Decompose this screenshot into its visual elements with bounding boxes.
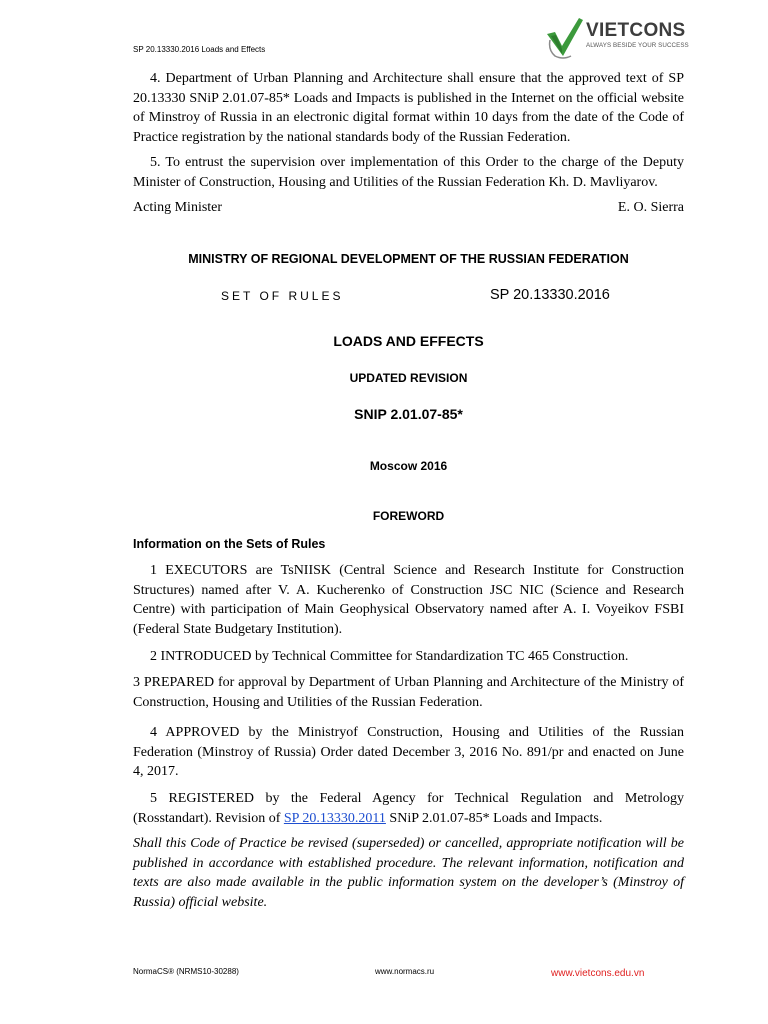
city-year: Moscow 2016 [369, 459, 448, 473]
sp-2011-link[interactable]: SP 20.13330.2011 [283, 810, 386, 826]
foreword-item-3: 3 PREPARED for approval by Department of Urban Planning and Architecture of the Ministry of Construction, Housing and Utilities of the Russian Federation. [133, 675, 684, 710]
foreword-item-2: 2 INTRODUCED by Technical Committee for Standardization TC 465 Construction. [150, 649, 629, 664]
order-paragraph-4: 4. Department of Urban Planning and Architecture shall ensure that the approved text of SP 20.13330 SNiP 2.01.07-85* Loads and Impacts is published in the Internet on the official website of Minstroy of Russia in an electronic digital format within 10 days from the date of the Code of Practice registration by the national standards body of the Russian Federation. [133, 71, 684, 145]
item-5-text-end: SNiP 2.01.07-85* Loads and Impacts. [385, 810, 603, 826]
footer-normacs: NormaCS® (NRMS10-30288) [133, 967, 239, 976]
publication-notice: Shall this Code of Practice be revised (superseded) or cancelled, appropriate notification will be published in accordance with established procedure. The relevant information, notification and texts are also made available in the public information system on the developer’s (Minstroy of Russia) official website. [133, 836, 684, 910]
foreword-heading: FOREWORD [372, 509, 445, 523]
snip-number: SNIP 2.01.07-85* [354, 406, 463, 422]
header-doc-ref: SP 20.13330.2016 Loads and Effects [133, 45, 266, 54]
signer-title: Acting Minister [133, 200, 223, 215]
ministry-heading: MINISTRY OF REGIONAL DEVELOPMENT OF THE RUSSIAN FEDERATION [188, 252, 629, 266]
foreword-item-5 [133, 789, 684, 828]
item-5-text-start: 5 REGISTERED by the Federal Agency for Technical Regulation and Metrology (Rosstandart). Revision of [133, 791, 684, 826]
document-title: LOADS AND EFFECTS [333, 333, 484, 349]
logo-tagline: ALWAYS BESIDE YOUR SUCCESS [586, 42, 689, 49]
order-paragraph-5: 5. To entrust the supervision over implementation of this Order to the charge of the Deputy Minister of Construction, Housing and Utilities of the Russian Federation Kh. D. Mavliyarov. [133, 155, 684, 190]
checkmark-logo-icon [545, 16, 585, 60]
logo-name: VIETCONS [586, 20, 686, 41]
set-of-rules-label: SET OF RULES [221, 289, 344, 303]
footer-normacs-url[interactable]: www.normacs.ru [375, 967, 435, 976]
foreword-item-4: 4 APPROVED by the Ministryof Construction, Housing and Utilities of the Russian Federation (Minstroy of Russia) Order dated December 3, 2016 No. 891/pr and enacted on June 4, 2017. [133, 725, 684, 779]
sp-number: SP 20.13330.2016 [490, 287, 610, 303]
foreword-subheading: Information on the Sets of Rules [133, 537, 326, 551]
foreword-item-1: 1 EXECUTORS are TsNIISK (Central Science and Research Institute for Construction Structures) named after V. A. Kucherenko of Construction JSC NIC (Science and Research Centre) with participation of Main Geophysical Observatory named after A. I. Voyeikov FSBI (Federal State Budgetary Institution). [133, 563, 684, 637]
vietcons-logo [545, 16, 695, 60]
updated-revision-label: UPDATED REVISION [349, 371, 468, 385]
signer-name: E. O. Sierra [617, 200, 684, 215]
footer-vietcons-url[interactable]: www.vietcons.edu.vn [551, 968, 645, 979]
